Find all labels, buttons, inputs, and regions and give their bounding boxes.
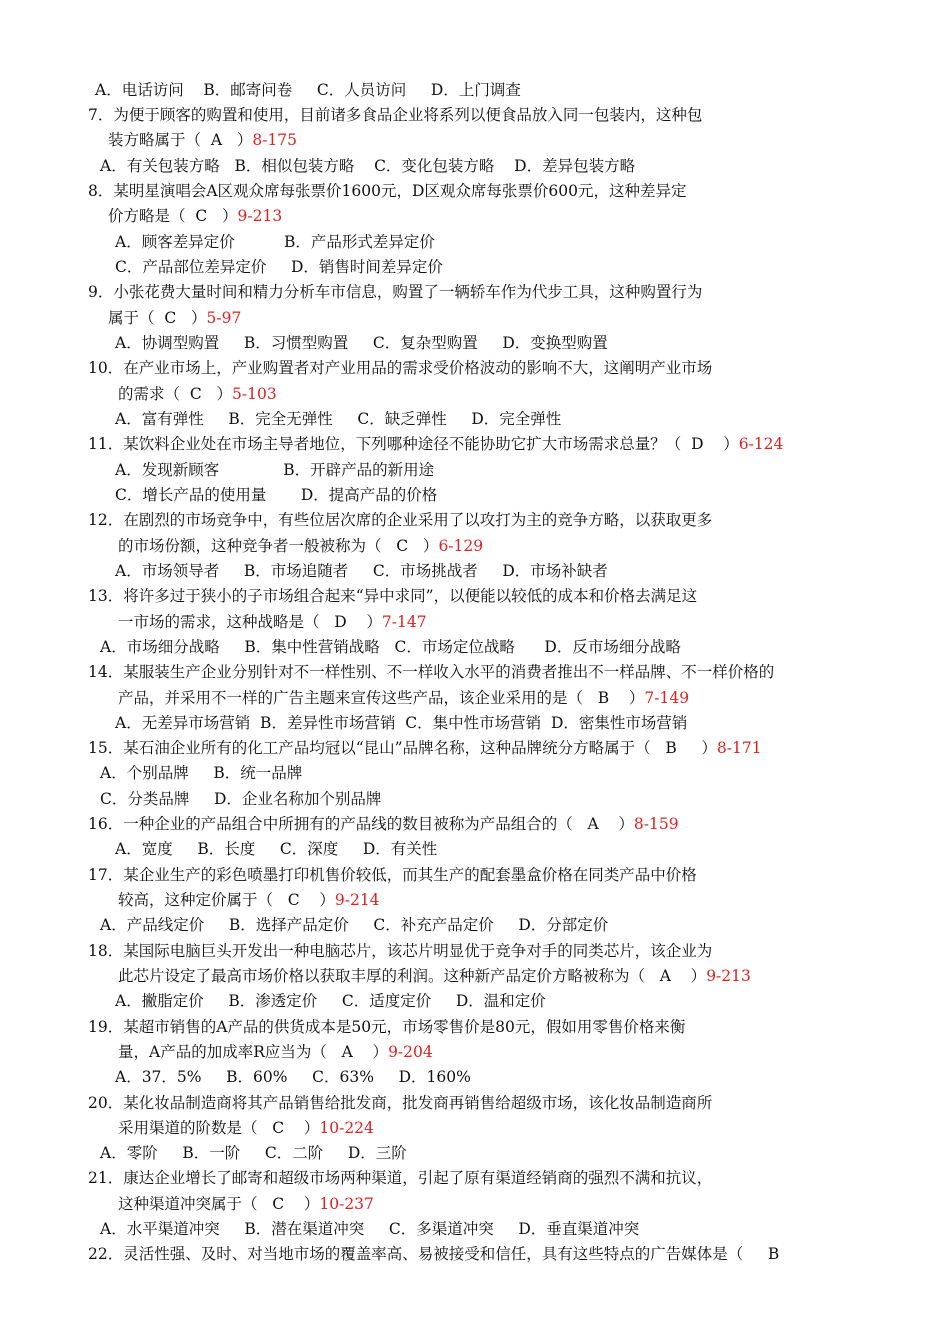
option-line: C．分类品牌 D．企业名称加个别品牌 — [100, 790, 382, 808]
page-reference: 6-129 — [438, 537, 484, 555]
page-reference: 8-159 — [633, 815, 679, 833]
question-line: 17．某企业生产的彩色喷墨打印机售价较低，而其生产的配套墨盒价格在同类产品中价格 — [88, 866, 697, 884]
question-line: 22．灵活性强、及时、对当地市场的覆盖率高、易被接受和信任，具有这些特点的广告媒体是（ B — [88, 1245, 780, 1263]
option-line: A．水平渠道冲突 B．潜在渠道冲突 C．多渠道冲突 D．垂直渠道冲突 — [100, 1220, 640, 1238]
page-reference: 7-147 — [381, 613, 427, 631]
page-reference: 9-213 — [237, 207, 283, 225]
question-line: 采用渠道的阶数是（ C ）10-224 — [118, 1119, 374, 1137]
option-line: A．市场领导者 B．市场追随者 C．市场挑战者 D．市场补缺者 — [115, 562, 608, 580]
question-line: 一市场的需求，这种战略是（ D ）7-147 — [118, 613, 427, 631]
option-line: A．无差异市场营销 B．差异性市场营销 C．集中性市场营销 D．密集性市场营销 — [115, 714, 688, 732]
option-line: A．撇脂定价 B．渗透定价 C．适度定价 D．温和定价 — [115, 992, 546, 1010]
option-line: A．产品线定价 B．选择产品定价 C．补充产品定价 D．分部定价 — [100, 916, 609, 934]
option-line: C．产品部位差异定价 D．销售时间差异定价 — [115, 258, 443, 276]
question-line: 13．将许多过于狭小的子市场组合起来“异中求同”，以便能以较低的成本和价格去满足这 — [88, 587, 698, 605]
page-reference: 10-237 — [319, 1195, 374, 1213]
option-line: A．顾客差异定价 B．产品形式差异定价 — [115, 233, 435, 251]
page-reference: 9-204 — [388, 1043, 433, 1061]
question-line: 12．在剧烈的市场竞争中，有些位居次席的企业采用了以攻打为主的竞争方略，以获取更多 — [88, 511, 713, 529]
option-line: C．增长产品的使用量 D．提高产品的价格 — [115, 486, 438, 504]
page-reference: 8-171 — [716, 739, 762, 757]
question-line: 9．小张花费大量时间和精力分析车市信息，购置了一辆轿车作为代步工具，这种购置行为 — [88, 283, 703, 301]
question-line: 10．在产业市场上，产业购置者对产业用品的需求受价格波动的影响不大，这阐明产业市场 — [88, 359, 713, 377]
question-line: 19．某超市销售的A产品的供货成本是50元，市场零售价是80元，假如用零售价格来衡 — [88, 1018, 686, 1036]
question-line: 的市场份额，这种竞争者一般被称为（ C ）6-129 — [118, 537, 484, 555]
page-reference: 9-214 — [334, 891, 380, 909]
question-line: 产品，并采用不一样的广告主题来宣传这些产品，该企业采用的是（ B ）7-149 — [118, 689, 690, 707]
question-line: 16．一种企业的产品组合中所拥有的产品线的数目被称为产品组合的（ A ）8-159 — [88, 815, 679, 833]
option-line: A．富有弹性 B．完全无弹性 C．缺乏弹性 D．完全弹性 — [115, 410, 562, 428]
option-line: A．个别品牌 B．统一品牌 — [100, 764, 303, 782]
question-line: 此芯片设定了最高市场价格以获取丰厚的利润。这种新产品定价方略被称为（ A ）9-213 — [118, 967, 751, 985]
option-line: A．零阶 B．一阶 C．二阶 D．三阶 — [100, 1144, 407, 1162]
option-line: A．37．5% B．60% C．63% D．160% — [115, 1068, 471, 1086]
option-line: A．市场细分战略 B．集中性营销战略 C．市场定位战略 D．反市场细分战略 — [100, 638, 681, 656]
page-reference: 6-124 — [738, 435, 784, 453]
option-line: A．有关包装方略 B．相似包装方略 C．变化包装方略 D．差异包装方略 — [100, 157, 636, 175]
question-line: 15．某石油企业所有的化工产品均冠以“昆山”品牌名称，这种品牌统分方略属于（ B ）8-171 — [88, 739, 762, 757]
question-line: 量，A产品的加成率R应当为（ A ）9-204 — [118, 1043, 433, 1061]
question-line: 8．某明星演唱会A区观众席每张票价1600元，D区观众席每张票价600元，这种差异定 — [88, 182, 687, 200]
page-reference: 5-97 — [206, 309, 242, 327]
question-line: 11．某饮料企业处在市场主导者地位，下列哪种途径不能协助它扩大市场需求总量？（ D ）6-124 — [88, 435, 784, 453]
question-line: 价方略是（ C ）9-213 — [108, 207, 283, 225]
option-line: A．协调型购置 B．习惯型购置 C．复杂型购置 D．变换型购置 — [115, 334, 608, 352]
question-line: 较高，这种定价属于（ C ）9-214 — [118, 891, 380, 909]
option-line: A．电话访问 B．邮寄问卷 C．人员访问 D．上门调查 — [95, 81, 521, 99]
question-line: 20．某化妆品制造商将其产品销售给批发商，批发商再销售给超级市场，该化妆品制造商所 — [88, 1094, 713, 1112]
question-line: 21．康达企业增长了邮寄和超级市场两种渠道，引起了原有渠道经销商的强烈不满和抗议， — [88, 1169, 713, 1187]
option-line: A．发现新顾客 B．开辟产品的新用途 — [115, 461, 435, 479]
page-reference: 5-103 — [232, 385, 277, 403]
question-line: 14．某服装生产企业分别针对不一样性别、不一样收入水平的消费者推出不一样品牌、不一样价格的 — [88, 663, 775, 681]
question-line: 的需求（ C ）5-103 — [118, 385, 277, 403]
question-line: 装方略属于（ A ）8-175 — [108, 131, 298, 149]
question-line: 7．为便于顾客的购置和使用，目前诸多食品企业将系列以便食品放入同一包装内，这种包 — [88, 106, 703, 124]
page-reference: 10-224 — [319, 1119, 374, 1137]
option-line: A．宽度 B．长度 C．深度 D．有关性 — [115, 840, 438, 858]
question-line: 属于（ C ）5-97 — [108, 309, 242, 327]
page-reference: 7-149 — [644, 689, 690, 707]
page-reference: 9-213 — [706, 967, 751, 985]
page-reference: 8-175 — [252, 131, 298, 149]
question-line: 18．某国际电脑巨头开发出一种电脑芯片，该芯片明显优于竞争对手的同类芯片，该企业为 — [88, 942, 713, 960]
question-line: 这种渠道冲突属于（ C ）10-237 — [118, 1195, 374, 1213]
